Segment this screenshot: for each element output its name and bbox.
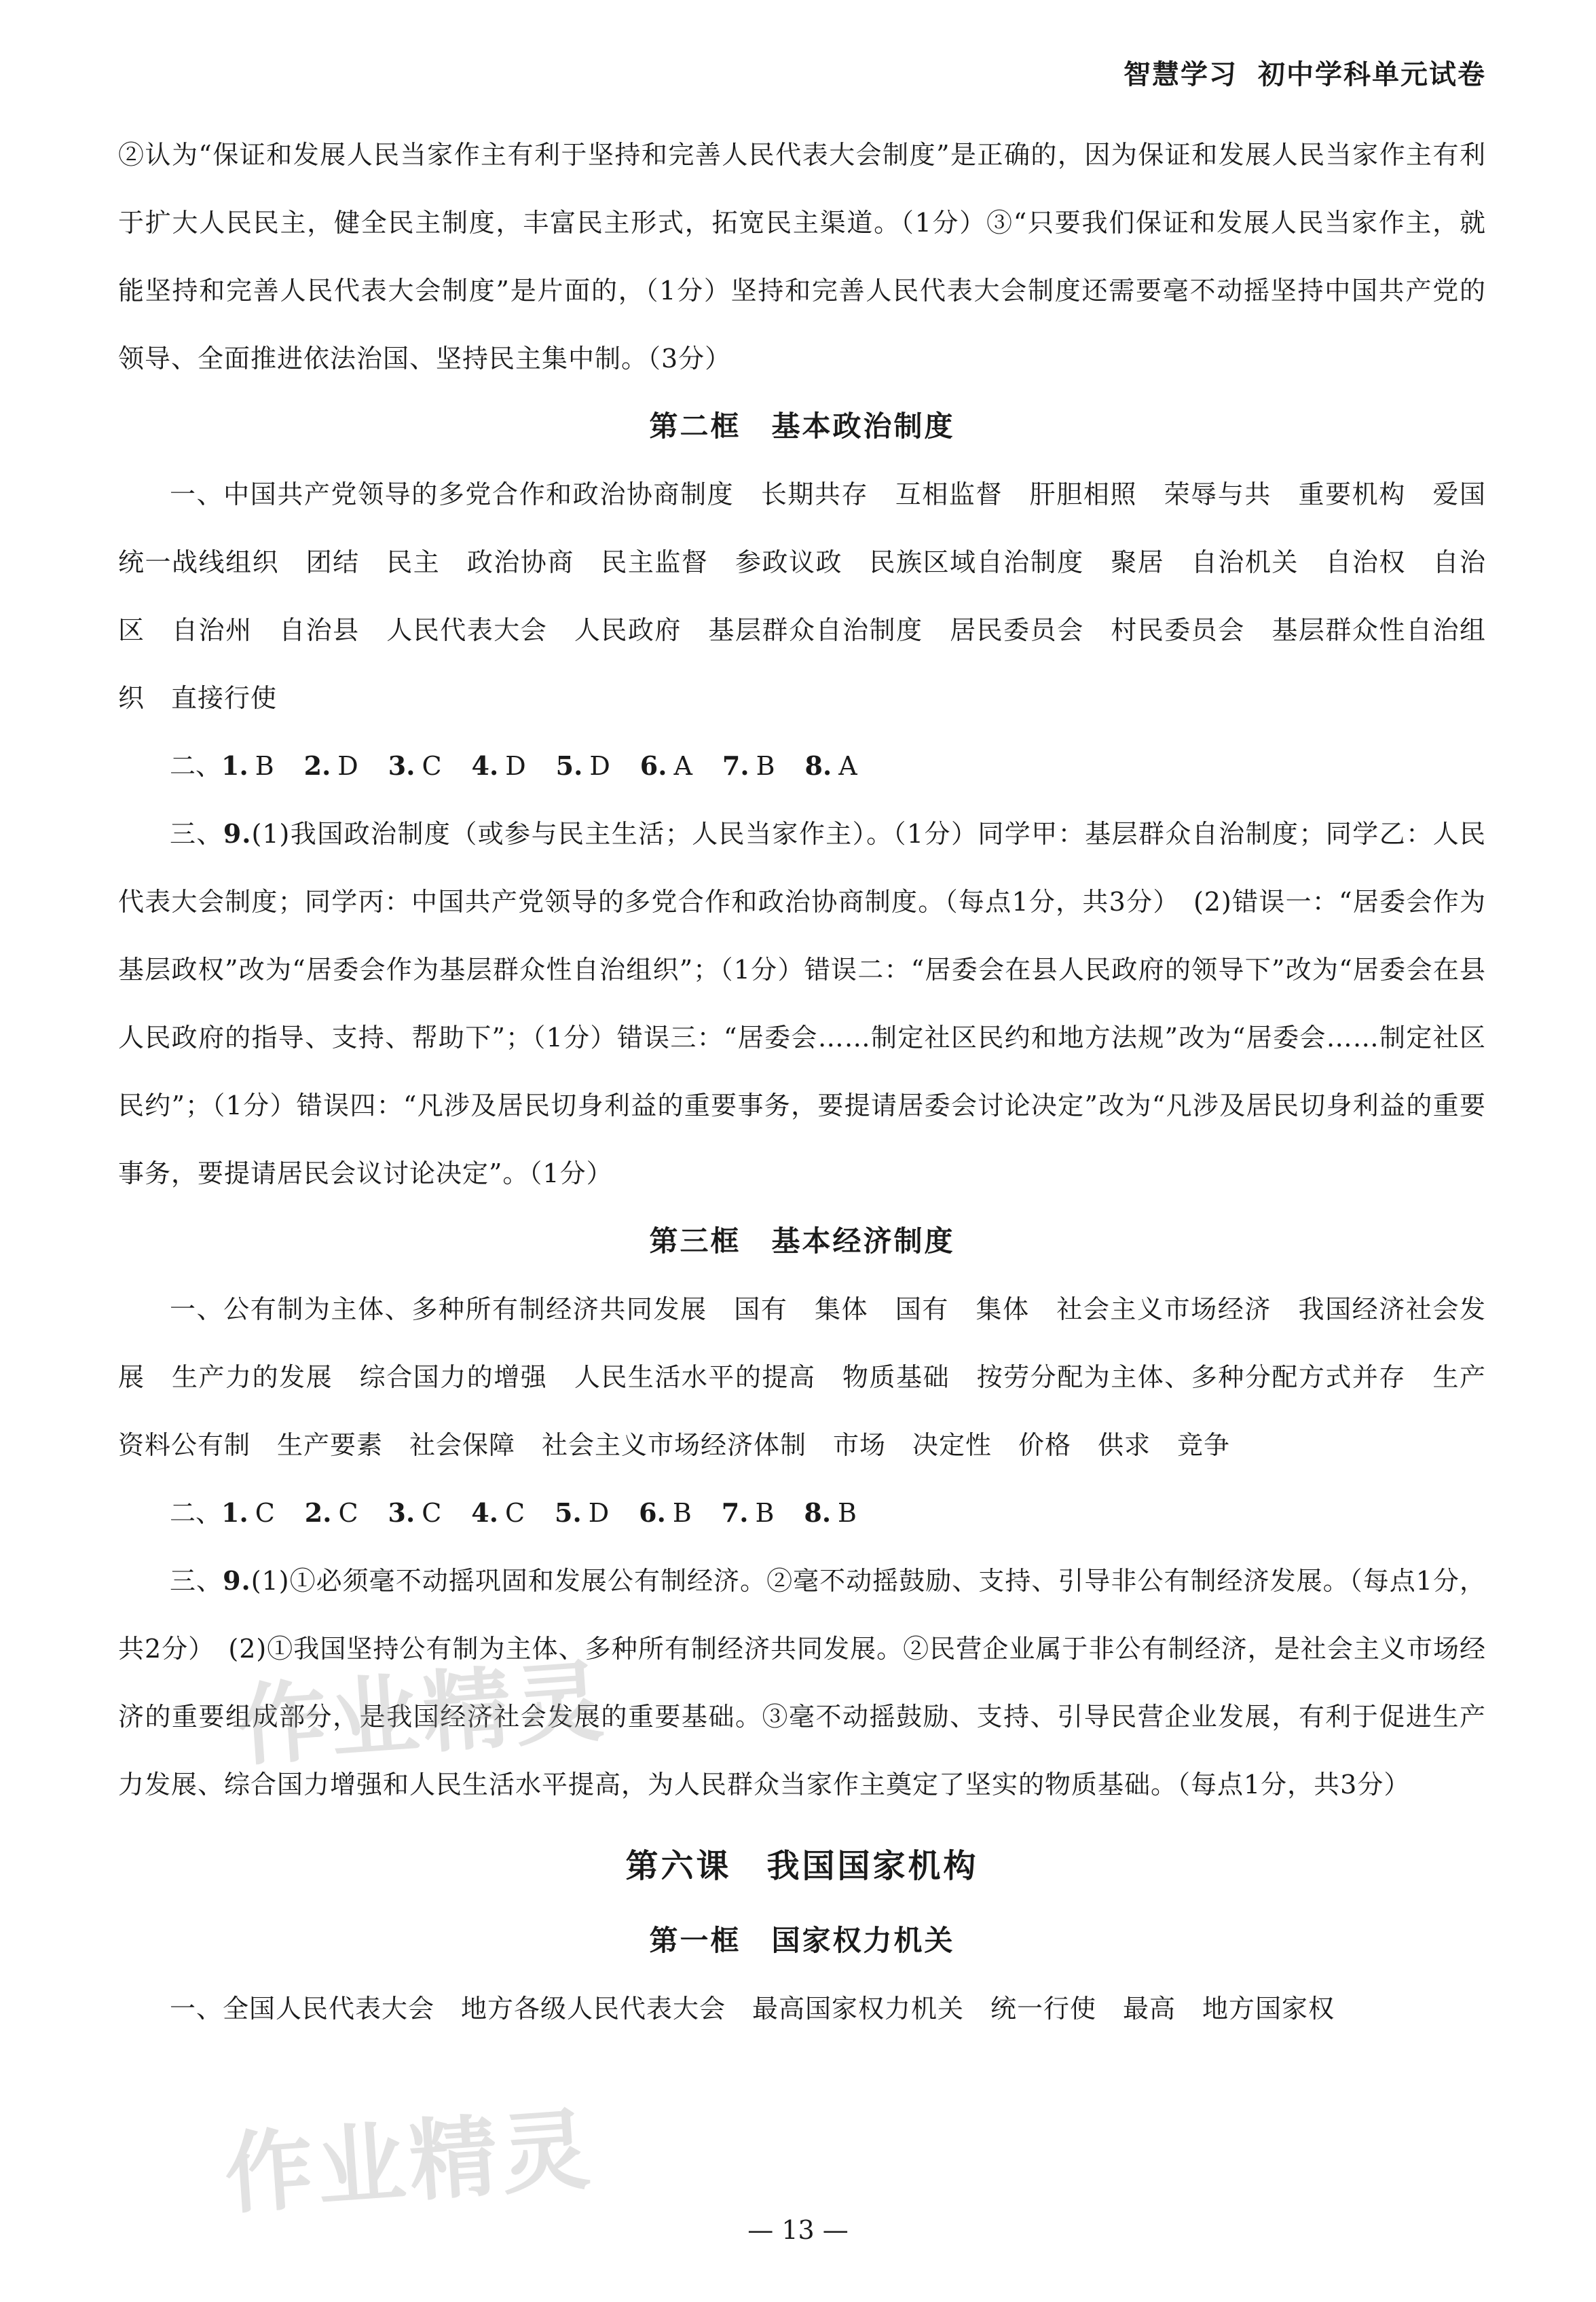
top-paragraph: ②认为“保证和发展人民当家作主有利于坚持和完善人民代表大会制度”是正确的，因为保证和发展人民当家作主有利于扩大人民民主，健全民主制度，丰富民主形式，拓宽民主渠道。（1分）③“只要我们保证和发展人民当家作主，就能坚持和完善人民代表大会制度”是片面的，（1分）坚持和完善人民代表大会制度还需要毫不动摇坚持中国共产党的领导、全面推进依法治国、坚持民主集中制。（3分） — [118, 140, 1486, 373]
section3-choice-answers: 二、1. C 2. C 3. C 4. C 5. D 6. B 7. B 8. B — [170, 1497, 857, 1528]
page-number: — 13 — — [747, 2215, 849, 2245]
lesson-title: 第六课 我国国家机构 — [625, 1847, 979, 1885]
section2-choice-answers: 二、1. B 2. D 3. C 4. D 5. D 6. A 7. B 8. A — [170, 750, 857, 781]
header-series: 初中学科单元试卷 — [1258, 58, 1486, 90]
section-title-basic-political-system: 第二框 基本政治制度 — [649, 409, 955, 443]
watermark-logo: 作业精灵 — [221, 2097, 597, 2227]
lesson6-fill-in-answers: 一、全国人民代表大会 地方各级人民代表大会 最高国家权力机关 统一行使 最高 地方国家权 — [170, 1994, 1335, 2024]
choice-label: 二、 — [170, 1498, 222, 1528]
section2-fill-in-answers: 一、中国共产党领导的多党合作和政治协商制度 长期共存 互相监督 肝胆相照 荣辱与共 重要机构 爱国统一战线组织 团结 民主 政治协商 民主监督 参政议政 民族区域自治制度 聚居 自治机关 自治权 自治区 自治州 自治县 人民代表大会 人民政府 基层群众自治制度 居民委员会 村民委员会 基层群众性自治组织 直接行使 — [118, 479, 1486, 713]
section3-fill-in-answers: 一、公有制为主体、多种所有制经济共同发展 国有 集体 国有 集体 社会主义市场经济 我国经济社会发展 生产力的发展 综合国力的增强 人民生活水平的提高 物质基础 按劳分配为主体、多种分配方式并存 生产资料公有制 生产要素 社会保障 社会主义市场经济体制 市场 决定性 价格 供求 竞争 — [118, 1294, 1486, 1460]
section-title-basic-economic-system: 第三框 基本经济制度 — [649, 1224, 955, 1258]
choice-label: 二、 — [170, 751, 222, 781]
page-header — [1124, 53, 1486, 92]
page-content — [118, 121, 1486, 2043]
section-title-state-power-organ: 第一框 国家权力机关 — [649, 1924, 955, 1957]
section2-short-answer: 三、9.(1)我国政治制度（或参与民主生活；人民当家作主）。（1分）同学甲：基层群众自治制度；同学乙：人民代表大会制度；同学丙：中国共产党领导的多党合作和政治协商制度。（每点1分，共3分） (2)错误一：“居委会作为基层政权”改为“居委会作为基层群众性自治组织”；（1分）错误二：“居委会在县人民政府的领导下”改为“居委会在县人民政府的指导、支持、帮助下”；（1分）错误三：“居委会……制定社区民约和地方法规”改为“居委会……制定社区民约”；（1分）错误四：“凡涉及居民切身利益的重要事务，要提请居委会讨论决定”改为“凡涉及居民切身利益的重要事务，要提请居民会议讨论决定”。（1分） — [118, 818, 1486, 1188]
section3-short-answer: 三、9.(1)①必须毫不动摇巩固和发展公有制经济。②毫不动摇鼓励、支持、引导非公有制经济发展。（每点1分，共2分） (2)①我国坚持公有制为主体、多种所有制经济共同发展。②民营企业属于非公有制经济，是社会主义市场经济的重要组成部分，是我国经济社会发展的重要基础。③毫不动摇鼓励、支持、引导民营企业发展，有利于促进生产力发展、综合国力增强和人民生活水平提高，为人民群众当家作主奠定了坚实的物质基础。（每点1分，共3分） — [118, 1565, 1486, 1799]
watermark-logo: 作业精灵 — [235, 1649, 611, 1778]
header-brand: 智慧学习 — [1124, 58, 1238, 90]
